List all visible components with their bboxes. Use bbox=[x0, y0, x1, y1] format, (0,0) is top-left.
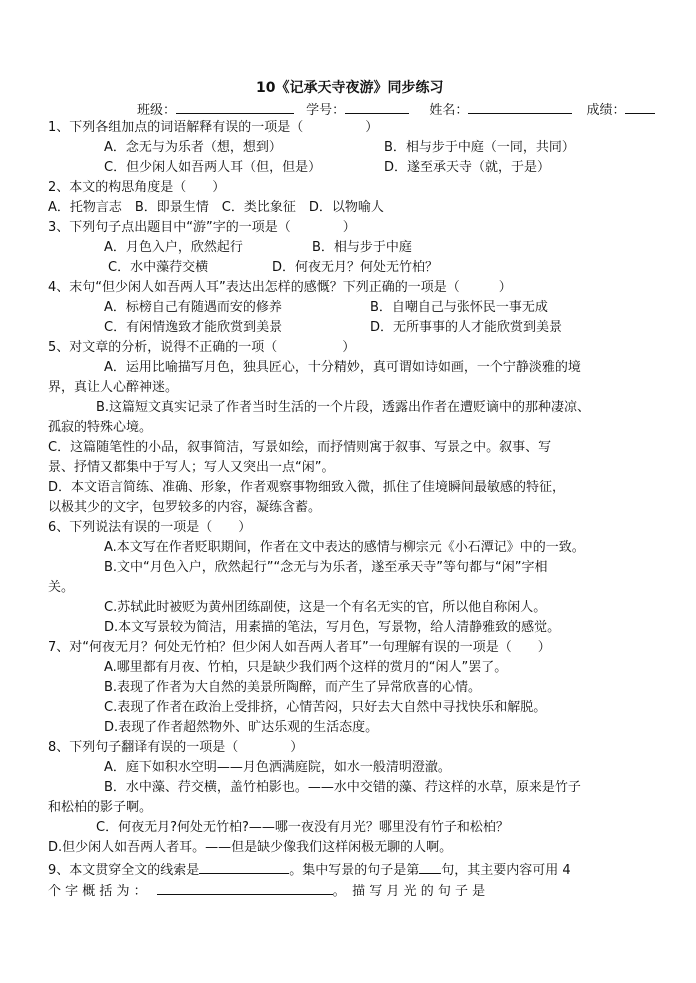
q9-blank-summary[interactable] bbox=[157, 880, 333, 895]
student-id-blank[interactable] bbox=[345, 99, 409, 114]
name-blank[interactable] bbox=[468, 99, 572, 114]
q6-option-c: C.苏轼此时被贬为黄州团练副使，这是一个有名无实的官，所以他自称闲人。 bbox=[104, 600, 547, 615]
q7-option-b: B.表现了作者为大自然的美景所陶醉，而产生了异常欣喜的心情。 bbox=[104, 680, 482, 695]
q8-option-b-line2: 和松柏的影子啊。 bbox=[48, 800, 153, 815]
q4-option-d: D．无所事事的人才能欣赏到美景 bbox=[370, 320, 563, 335]
q9-text-1: 9、本文贯穿全文的线索是 bbox=[48, 863, 200, 878]
q2-options: A．托物言志 B．即景生情 C．类比象征 D．以物喻人 bbox=[48, 200, 384, 215]
q6-option-d: D.本文写景较为简洁，用素描的笔法，写月色，写景物，给人清静雅致的感觉。 bbox=[104, 620, 561, 635]
q9-text-3: 句，其主要内容可用 4 bbox=[441, 863, 571, 878]
q9-line1 bbox=[48, 859, 571, 880]
q4-option-a: A．标榜自己有随遇而安的修养 bbox=[104, 300, 282, 315]
q6-option-b-line2: 关。 bbox=[48, 580, 75, 595]
q5-option-b-line2: 孤寂的特殊心境。 bbox=[48, 420, 153, 435]
q6-stem: 6、下列说法有误的一项是（ ） bbox=[48, 520, 252, 535]
q8-option-b-line1: B．水中藻、荇交横，盖竹柏影也。——水中交错的藻、荇这样的水草，原来是竹子 bbox=[104, 780, 581, 795]
q1-option-a: A．念无与为乐者（想，想到） bbox=[104, 140, 282, 155]
class-blank[interactable] bbox=[176, 99, 294, 114]
q9-text-5: 。 描 写 月 光 的 句 子 是 bbox=[332, 884, 486, 899]
q6-option-a: A.本文写在作者贬职期间，作者在文中表达的感情与柳宗元《小石潭记》中的一致。 bbox=[104, 540, 585, 555]
q7-option-c: C.表现了作者在政治上受排挤，心情苦闷，只好去大自然中寻找快乐和解脱。 bbox=[104, 700, 547, 715]
q5-option-d-line2: 以极其少的文字，包罗较多的内容，凝练含蓄。 bbox=[48, 500, 322, 515]
q5-option-d-line1: D．本文语言简练、准确、形象，作者观察事物细致入微，抓住了佳境瞬间最敏感的特征， bbox=[48, 480, 566, 495]
q3-option-b: B．相与步于中庭 bbox=[312, 240, 412, 255]
q8-option-d: D.但少闲人如吾两人者耳。——但是缺少像我们这样闲极无聊的人啊。 bbox=[48, 840, 453, 855]
q1-stem-text: 1、下列各组加点的词语解释有误的一项是（ bbox=[48, 120, 304, 135]
q5-option-a-line1: A．运用比喻描写月色，独具匠心，十分精妙，真可谓如诗如画，一个宁静淡雅的境 bbox=[104, 360, 581, 375]
q7-option-d: D.表现了作者超然物外、旷达乐观的生活态度。 bbox=[104, 720, 379, 735]
q7-stem: 7、对“何夜无月？何处无竹柏？但少闲人如吾两人者耳”一句理解有误的一项是（ ） bbox=[48, 640, 551, 655]
q4-stem: 4、末句“但少闲人如吾两人耳”表达出怎样的感慨？下列正确的一项是（ ） bbox=[48, 280, 512, 295]
q6-option-b-line1: B.文中“月色入户，欣然起行”“念无与为乐者，遂至承天寺”等句都与“闲”字相 bbox=[104, 560, 548, 575]
q8-stem: 8、下列句子翻译有误的一项是（ ） bbox=[48, 740, 304, 755]
q9-text-4: 个 字 概 括 为 ： bbox=[48, 884, 147, 899]
q3-option-d: D．何夜无月？何处无竹柏？ bbox=[272, 260, 439, 275]
q3-option-c: C．水中藻荇交横 bbox=[108, 260, 209, 275]
page-title: 10《记承天寺夜游》同步练习 bbox=[256, 80, 444, 96]
class-label: 班级： bbox=[137, 103, 177, 118]
q1-option-b: B．相与步于中庭（一同，共同） bbox=[384, 140, 575, 155]
q9-blank-clue[interactable] bbox=[199, 859, 289, 874]
name-label: 姓名： bbox=[429, 103, 469, 118]
q1-option-c: C．但少闲人如吾两人耳（但，但是） bbox=[104, 160, 322, 175]
q2-stem: 2、本文的构思角度是（ ） bbox=[48, 180, 226, 195]
q1-stem bbox=[48, 119, 378, 137]
q8-option-a: A．庭下如积水空明——月色洒满庭院，如水一般清明澄澈。 bbox=[104, 760, 451, 775]
score-label: 成绩： bbox=[586, 103, 626, 118]
q4-option-c: C．有闲情逸致才能欣赏到美景 bbox=[104, 320, 283, 335]
q5-option-c-line1: C．这篇随笔性的小品，叙事简洁，写景如绘，而抒情则寓于叙事、写景之中。叙事、写 bbox=[48, 440, 552, 455]
score-blank[interactable] bbox=[625, 99, 655, 114]
q9-line2 bbox=[48, 880, 485, 901]
q1-stem-close: ） bbox=[365, 120, 379, 135]
q4-option-b: B．自嘲自己与张怀民一事无成 bbox=[370, 300, 548, 315]
q5-option-c-line2: 景、抒情又都集中于写人；写人又突出一点“闲”。 bbox=[48, 460, 335, 475]
q8-option-c: C．何夜无月?何处无竹柏?——哪一夜没有月光？哪里没有竹子和松柏？ bbox=[96, 820, 509, 835]
q5-option-a-line2: 界，真让人心醉神迷。 bbox=[48, 380, 179, 395]
q3-option-a: A．月色入户，欣然起行 bbox=[104, 240, 243, 255]
q5-option-b-line1: B.这篇短文真实记录了作者当时生活的一个片段，透露出作者在遭贬谪中的那种凄凉、 bbox=[96, 400, 591, 415]
q1-option-d: D．遂至承天寺（就，于是） bbox=[384, 160, 551, 175]
student-id-label: 学号： bbox=[306, 103, 346, 118]
q9-blank-sentence-number[interactable] bbox=[419, 859, 441, 874]
student-info-row bbox=[137, 99, 655, 120]
q9-text-2: 。集中写景的句子是第 bbox=[289, 863, 420, 878]
q7-option-a: A.哪里都有月夜、竹柏，只是缺少我们两个这样的赏月的“闲人”罢了。 bbox=[104, 660, 508, 675]
q3-stem: 3、下列句子点出题目中“游”字的一项是（ ） bbox=[48, 220, 356, 235]
q5-stem: 5、对文章的分析，说得不正确的一项（ ） bbox=[48, 340, 356, 355]
